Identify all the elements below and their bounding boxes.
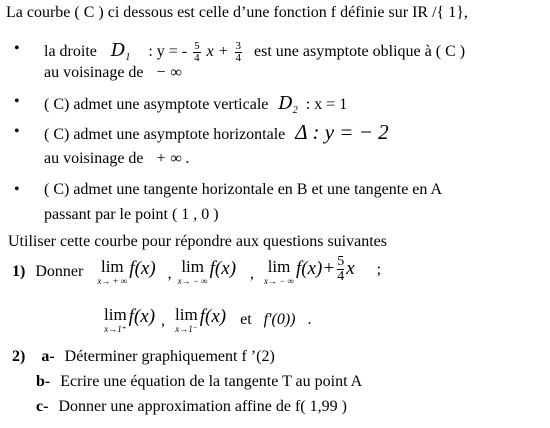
fraction-five-quarters-q1 (337, 255, 344, 284)
limit-minus-infinity (178, 258, 208, 286)
fraction-denominator: 4 (235, 51, 242, 64)
part-b-text: Ecrire une équation de la tangente T au point A (60, 373, 363, 390)
bullet-1-symbol: • (14, 40, 20, 57)
f-of-x: f(x) (199, 306, 227, 327)
question-2-part-a (12, 348, 275, 366)
fraction-numerator: 5 (337, 253, 345, 269)
text-vertical: ( C) admet une asymptote verticale (44, 96, 269, 113)
f-of-x: f(x) (209, 258, 237, 279)
fraction-denominator: 4 (194, 51, 200, 64)
lim-subscript: x→ + ∞ (97, 276, 128, 286)
text-horizontal: ( C) admet une asymptote horizontale (44, 126, 286, 143)
limit-one-minus (175, 306, 198, 334)
bullet-3-symbol: • (14, 123, 20, 140)
text-oblique: est une asymptote oblique à ( C ) (254, 43, 466, 60)
part-c-label: c- (36, 398, 49, 415)
lim-subscript: x→ − ∞ (177, 276, 208, 286)
oblique-asymptote-line (44, 40, 465, 64)
text-et: et (240, 311, 252, 328)
question-1-row-2 (104, 306, 312, 334)
part-a-label: a- (41, 348, 55, 365)
text-au-voisinage: au voisinage de (44, 150, 144, 167)
f-of-x: f(x) (128, 306, 156, 327)
fraction-denominator: 4 (337, 268, 345, 284)
period: . (307, 311, 312, 328)
bullet-2-symbol: • (14, 93, 20, 110)
equation-x-plus: x + (206, 43, 229, 60)
fraction-numerator: 5 (194, 39, 200, 52)
part-a-text: Déterminer graphiquement f ’(2) (64, 348, 275, 365)
lim-word: lim (104, 305, 127, 324)
d2-symbol: D (278, 93, 293, 114)
bullet-4-symbol: • (14, 181, 20, 198)
d1-subscript: 1 (125, 52, 131, 64)
lim-word: lim (181, 257, 204, 276)
lim-word: lim (175, 305, 198, 324)
d2-subscript: 2 (292, 105, 298, 117)
question-2-part-b (36, 373, 362, 391)
separator: , (161, 312, 166, 329)
text-la-droite: la droite (44, 43, 97, 60)
use-sentence: Utiliser cette courbe pour répondre aux questions suivantes (8, 233, 387, 250)
f-prime-zero: f'(0)) (263, 311, 296, 328)
intro-sentence: La courbe ( C ) ci dessous est celle d’une fonction f définie sur IR /{ 1}, (6, 4, 468, 21)
part-b-label: b- (36, 373, 51, 390)
oblique-neighborhood-line (44, 64, 182, 82)
part-c-text: Donner une approximation affine de f( 1,99 ) (58, 398, 347, 415)
f-of-x-plus: f(x)+ (296, 258, 336, 279)
lim-subscript: x→1⁻ (175, 324, 198, 334)
fraction-three-quarters (235, 41, 243, 64)
lim-word: lim (100, 257, 124, 276)
delta-equation: Δ : y = − 2 (295, 120, 389, 144)
text-donner: Donner (35, 263, 84, 280)
x-equals-one: : x = 1 (305, 96, 348, 113)
limit-one-plus (104, 306, 127, 334)
limit-minus-infinity-2 (264, 258, 294, 286)
question-1-row-1 (12, 253, 382, 286)
lim-subscript: x→ − ∞ (264, 276, 295, 286)
question-2-number: 2) (12, 348, 26, 365)
horizontal-asymptote-line (44, 120, 389, 145)
limit-plus-infinity (97, 258, 127, 286)
question-1-number: 1) (12, 263, 26, 280)
tangent-line-1: ( C) admet une tangente horizontale en B et une tangente en A (44, 181, 443, 198)
d1-symbol: D (110, 40, 126, 61)
semicolon: ; (376, 261, 382, 278)
vertical-asymptote-line (44, 93, 347, 116)
plus-infinity: + ∞ . (155, 150, 190, 167)
x-variable: x (346, 258, 355, 279)
minus-infinity: − ∞ (155, 64, 182, 81)
tangent-line-2: passant par le point ( 1 , 0 ) (44, 206, 219, 223)
lim-word: lim (267, 257, 291, 276)
separator: , (250, 265, 255, 282)
horizontal-neighborhood-line (44, 150, 190, 168)
equation-left: : y = - (148, 43, 188, 60)
text-au-voisinage: au voisinage de (44, 64, 144, 81)
fraction-numerator: 3 (235, 39, 242, 52)
fraction-five-quarters (193, 41, 201, 64)
separator: , (167, 265, 172, 282)
f-of-x: f(x) (129, 258, 156, 279)
lim-subscript: x→1⁺ (104, 324, 127, 334)
question-2-part-c (36, 398, 347, 416)
